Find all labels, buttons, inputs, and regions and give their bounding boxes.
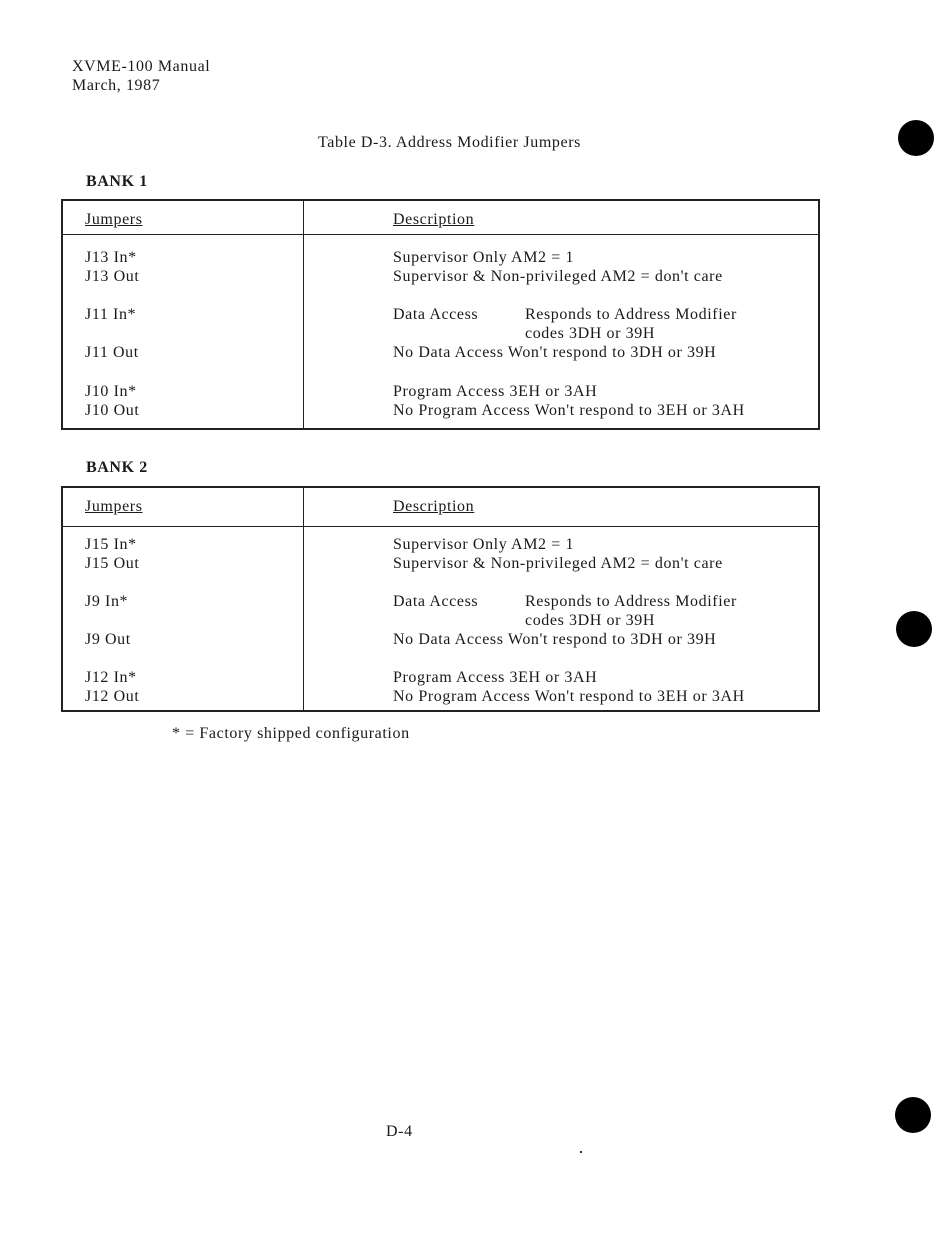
jumper-cell: J13 In* [85, 249, 137, 266]
binder-hole-middle [896, 611, 932, 647]
description-cell: Program Access 3EH or 3AH [393, 669, 598, 686]
jumpers-column-header: Jumpers [85, 211, 143, 228]
jumper-cell: J10 In* [85, 383, 137, 400]
jumpers-column-header: Jumpers [85, 498, 143, 515]
jumper-cell: J11 In* [85, 306, 137, 323]
description-detail: codes 3DH or 39H [525, 612, 656, 629]
jumper-cell: J15 Out [85, 555, 140, 572]
bank1-label: BANK 1 [86, 173, 148, 190]
document-header [72, 57, 210, 95]
jumper-cell: J12 Out [85, 688, 140, 705]
description-cell: Program Access 3EH or 3AH [393, 383, 598, 400]
description-cell: Data Access [393, 593, 479, 610]
description-column-header: Description [393, 498, 475, 515]
column-divider [303, 201, 304, 428]
binder-hole-bottom [895, 1097, 931, 1133]
jumper-cell: J15 In* [85, 536, 137, 553]
column-divider [303, 488, 304, 710]
description-detail: Responds to Address Modifier [525, 306, 737, 323]
jumper-cell: J9 In* [85, 593, 129, 610]
description-column-header: Description [393, 211, 475, 228]
description-cell: No Data Access Won't respond to 3DH or 39H [393, 344, 717, 361]
header-rule [63, 234, 818, 235]
bank2-label: BANK 2 [86, 459, 148, 476]
scan-speck [580, 1151, 582, 1153]
description-cell: Data Access [393, 306, 479, 323]
manual-title: XVME-100 Manual [72, 58, 211, 75]
page-number: D-4 [386, 1123, 413, 1140]
description-cell: No Program Access Won't respond to 3EH or 3AH [393, 402, 745, 419]
jumper-cell: J9 Out [85, 631, 131, 648]
description-cell: No Data Access Won't respond to 3DH or 39H [393, 631, 717, 648]
description-detail: Responds to Address Modifier [525, 593, 737, 610]
description-cell: Supervisor & Non-privileged AM2 = don't care [393, 555, 723, 572]
description-cell: Supervisor Only AM2 = 1 [393, 249, 575, 266]
jumper-cell: J13 Out [85, 268, 140, 285]
description-detail: codes 3DH or 39H [525, 325, 656, 342]
table-caption: Table D-3. Address Modifier Jumpers [318, 134, 581, 151]
manual-date: March, 1987 [72, 77, 161, 94]
header-rule [63, 526, 818, 527]
jumper-cell: J11 Out [85, 344, 139, 361]
binder-hole-top [898, 120, 934, 156]
description-cell: No Program Access Won't respond to 3EH or 3AH [393, 688, 745, 705]
bank1-table [61, 199, 820, 430]
description-cell: Supervisor & Non-privileged AM2 = don't care [393, 268, 723, 285]
jumper-cell: J10 Out [85, 402, 140, 419]
bank2-table [61, 486, 820, 712]
footnote: * = Factory shipped configuration [172, 725, 410, 742]
jumper-cell: J12 In* [85, 669, 137, 686]
description-cell: Supervisor Only AM2 = 1 [393, 536, 575, 553]
